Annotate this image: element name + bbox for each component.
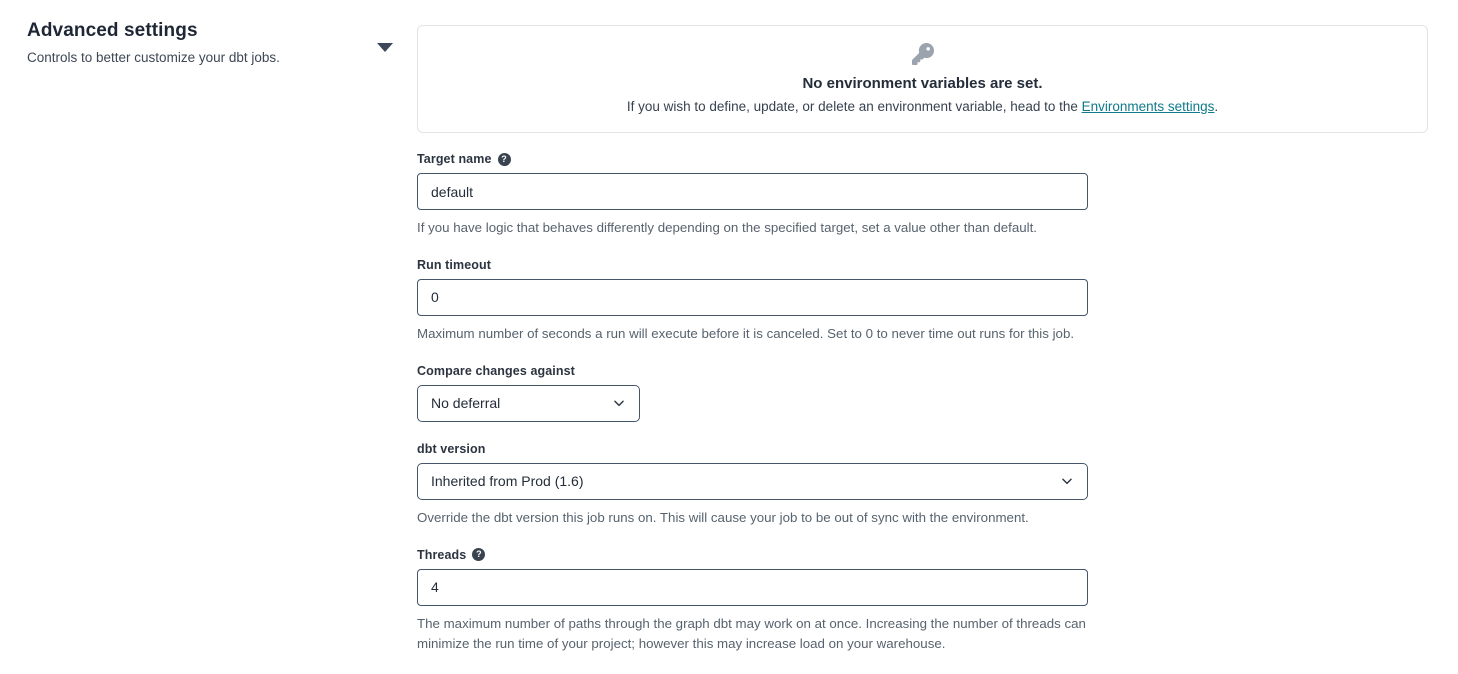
- dbt-version-group: [417, 442, 1088, 528]
- settings-content: [417, 25, 1428, 674]
- page-title: Advanced settings: [27, 20, 198, 41]
- chevron-down-icon: [612, 396, 626, 410]
- compare-changes-label-row: [417, 364, 1088, 378]
- run-timeout-input[interactable]: [417, 279, 1088, 316]
- threads-helper: The maximum number of paths through the graph dbt may work on at once. Increasing the number of threads can minimize the run time of your project; however this may increase load on your warehouse.: [417, 615, 1086, 651]
- run-timeout-label: Run timeout: [417, 257, 492, 272]
- threads-label: Threads: [417, 547, 467, 562]
- page-subtitle: Controls to better customize your dbt jobs.: [27, 50, 280, 65]
- environments-settings-link[interactable]: Environments settings: [1081, 99, 1215, 114]
- env-banner-title: No environment variables are set.: [802, 75, 1043, 92]
- compare-changes-selected-value: No deferral: [431, 395, 501, 412]
- compare-changes-label: Compare changes against: [417, 363, 575, 378]
- threads-group: [417, 548, 1088, 654]
- threads-help-icon[interactable]: ?: [472, 548, 485, 561]
- dbt-version-label: dbt version: [417, 441, 486, 456]
- run-timeout-helper: Maximum number of seconds a run will execute before it is canceled. Set to 0 to never time out runs for this job.: [417, 325, 1075, 341]
- env-variables-banner: [417, 25, 1428, 133]
- compare-changes-group: [417, 364, 1088, 422]
- env-banner-message: [418, 99, 1427, 114]
- dbt-version-select[interactable]: [417, 463, 1088, 500]
- env-banner-message-prefix: If you wish to define, update, or delete an environment variable, head to the: [626, 99, 1082, 114]
- target-name-input[interactable]: [417, 173, 1088, 210]
- chevron-down-icon: [1060, 474, 1074, 488]
- run-timeout-group: [417, 258, 1088, 344]
- target-name-group: [417, 152, 1088, 238]
- target-name-helper: If you have logic that behaves differently depending on the specified target, set a value other than default.: [417, 220, 1037, 235]
- dbt-version-helper: Override the dbt version this job runs on. This will cause your job to be out of sync with the environment.: [417, 509, 1029, 525]
- env-banner-message-suffix: .: [1214, 99, 1219, 114]
- target-name-help-icon[interactable]: ?: [498, 153, 511, 166]
- dbt-version-label-row: [417, 442, 1088, 456]
- advanced-settings-form: [417, 152, 1088, 654]
- key-icon: [912, 43, 934, 65]
- section-header: [27, 20, 367, 65]
- threads-label-row: [417, 548, 1088, 562]
- collapse-caret-icon[interactable]: [377, 41, 393, 53]
- run-timeout-label-row: [417, 258, 1088, 272]
- target-name-label: Target name: [417, 152, 492, 166]
- dbt-version-selected-value: Inherited from Prod (1.6): [431, 473, 584, 490]
- threads-input[interactable]: [417, 569, 1088, 606]
- target-name-label-row: [417, 152, 1088, 166]
- compare-changes-select[interactable]: [417, 385, 640, 422]
